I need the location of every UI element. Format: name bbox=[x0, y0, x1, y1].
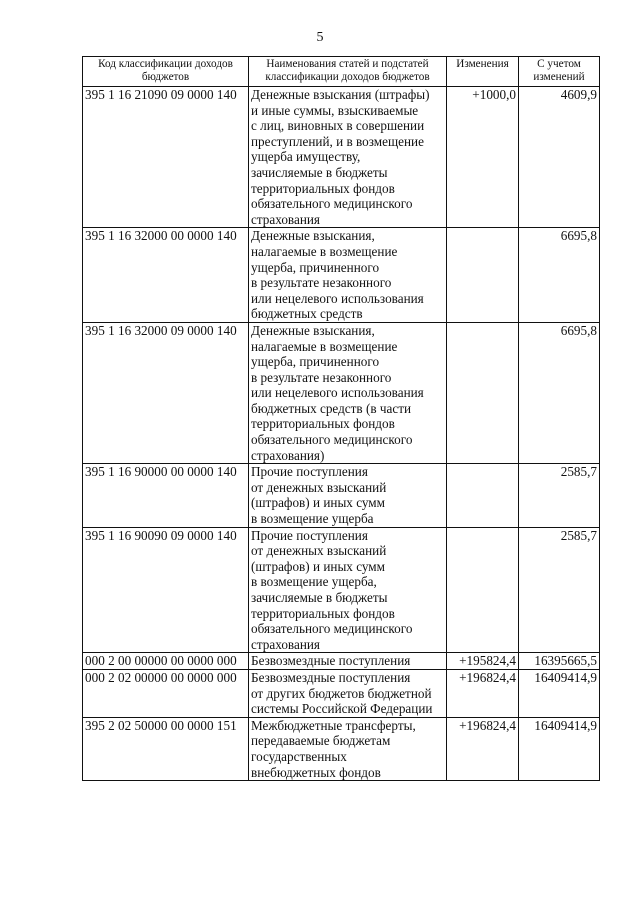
row-code: 395 1 16 21090 09 0000 140 bbox=[83, 87, 249, 228]
row-total: 6695,8 bbox=[519, 322, 600, 463]
row-change bbox=[447, 527, 519, 653]
row-change bbox=[447, 228, 519, 323]
row-total: 4609,9 bbox=[519, 87, 600, 228]
row-total: 16409414,9 bbox=[519, 717, 600, 780]
row-name: Межбюджетные трансферты, передаваемые бюджетам государственных внебюджетных фондов bbox=[249, 717, 447, 780]
row-name: Денежные взыскания (штрафы) и иные суммы, взыскиваемые с лиц, виновных в совершении преступлений, и в возмещение ущерба имуществу, зачисляемые в бюджеты территориальных фондов обязательного медицинского страхования bbox=[249, 87, 447, 228]
header-change: Изменения bbox=[447, 57, 519, 87]
table-row bbox=[83, 228, 600, 323]
row-total: 2585,7 bbox=[519, 464, 600, 527]
row-code: 000 2 00 00000 00 0000 000 bbox=[83, 653, 249, 670]
row-change: +196824,4 bbox=[447, 717, 519, 780]
row-name: Безвозмездные поступления bbox=[249, 653, 447, 670]
row-change: +195824,4 bbox=[447, 653, 519, 670]
row-code: 395 1 16 90090 09 0000 140 bbox=[83, 527, 249, 653]
row-code: 395 1 16 32000 09 0000 140 bbox=[83, 322, 249, 463]
row-name: Прочие поступления от денежных взысканий (штрафов) и иных сумм в возмещение ущерба, зачисляемые в бюджеты территориальных фондов обязательного медицинского страхования bbox=[249, 527, 447, 653]
page-number: 5 bbox=[316, 30, 324, 45]
row-code: 395 1 16 90000 00 0000 140 bbox=[83, 464, 249, 527]
row-name: Денежные взыскания, налагаемые в возмещение ущерба, причиненного в результате незаконного или нецелевого использования бюджетных средств (в части территориальных фондов обязательного медицинского страхования) bbox=[249, 322, 447, 463]
row-name: Денежные взыскания, налагаемые в возмещение ущерба, причиненного в результате незаконного или нецелевого использования бюджетных средств bbox=[249, 228, 447, 323]
row-total: 16409414,9 bbox=[519, 669, 600, 717]
table-row bbox=[83, 527, 600, 653]
row-code: 395 2 02 50000 00 0000 151 bbox=[83, 717, 249, 780]
row-code: 000 2 02 00000 00 0000 000 bbox=[83, 669, 249, 717]
row-code: 395 1 16 32000 00 0000 140 bbox=[83, 228, 249, 323]
table-row bbox=[83, 653, 600, 670]
row-change bbox=[447, 464, 519, 527]
row-change: +1000,0 bbox=[447, 87, 519, 228]
table-row bbox=[83, 322, 600, 463]
row-total: 16395665,5 bbox=[519, 653, 600, 670]
row-change bbox=[447, 322, 519, 463]
header-total: С учетом изменений bbox=[519, 57, 600, 87]
table-header-row bbox=[83, 57, 600, 87]
table-row bbox=[83, 717, 600, 780]
table-row bbox=[83, 464, 600, 527]
row-name: Безвозмездные поступления от других бюджетов бюджетной системы Российской Федерации bbox=[249, 669, 447, 717]
header-code: Код классификации доходов бюджетов bbox=[83, 57, 249, 87]
row-change: +196824,4 bbox=[447, 669, 519, 717]
row-total: 6695,8 bbox=[519, 228, 600, 323]
row-name: Прочие поступления от денежных взысканий (штрафов) и иных сумм в возмещение ущерба bbox=[249, 464, 447, 527]
budget-revenue-table bbox=[82, 56, 600, 781]
row-total: 2585,7 bbox=[519, 527, 600, 653]
table-row bbox=[83, 669, 600, 717]
table-row bbox=[83, 87, 600, 228]
header-name: Наименования статей и подстатей классификации доходов бюджетов bbox=[249, 57, 447, 87]
